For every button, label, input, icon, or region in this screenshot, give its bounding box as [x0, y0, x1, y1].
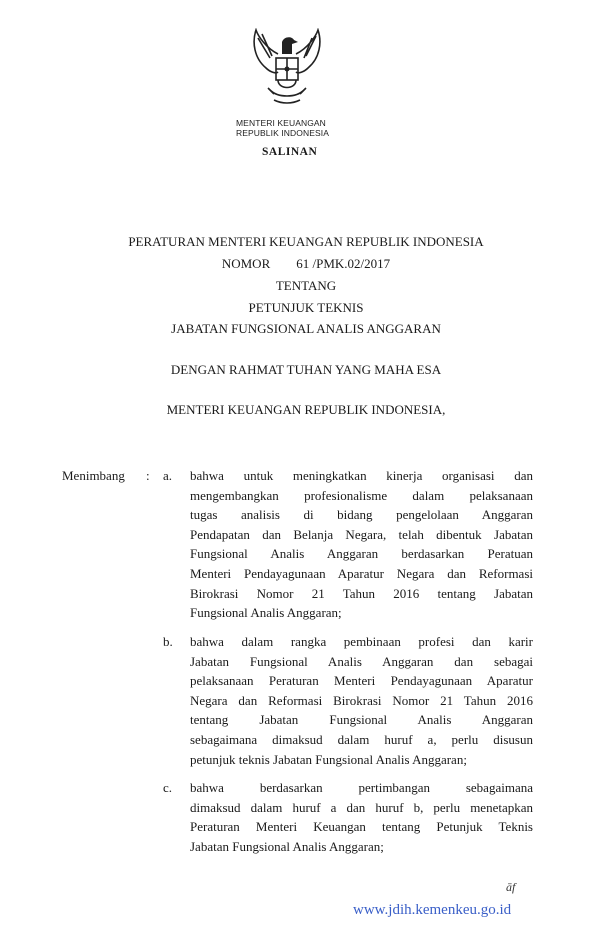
text-line: Jabatan Fungsional Analis Anggaran dan sebagai [190, 653, 533, 669]
text-line: petunjuk teknis Jabatan Fungsional Analis Anggaran; [190, 751, 467, 767]
considering-label: Menimbang [62, 468, 125, 483]
text-line: pelaksanaan Peraturan Menteri Pendayagunaan Aparatur [190, 673, 533, 689]
jdih-link[interactable]: www.jdih.kemenkeu.go.id [353, 902, 512, 918]
ministry-letterhead [236, 118, 386, 138]
authority: MENTERI KEUANGAN REPUBLIK INDONESIA, [166, 402, 446, 417]
item-text [190, 466, 533, 623]
initial-mark: āf [506, 880, 516, 894]
text-line: tentang Jabatan Fungsional Analis Anggaran [190, 712, 533, 728]
considering-colon: : [146, 468, 150, 483]
item-marker: b. [163, 634, 173, 649]
subject-line-1: PETUNJUK TEKNIS [248, 300, 364, 315]
number-value: 61 /PMK.02/2017 [296, 256, 391, 271]
text-line: Fungsional Analis Anggaran berdasarkan Peratuan [190, 546, 533, 562]
ministry-country: REPUBLIK INDONESIA [236, 128, 329, 138]
copy-mark: SALINAN [262, 146, 318, 158]
text-line: Fungsional Analis Anggaran; [190, 605, 342, 621]
garuda-emblem-icon [248, 28, 326, 110]
text-line: mengembangkan profesionalisme dalam pelaksanaan [190, 487, 533, 503]
text-line: Menteri Pendayagunaan Aparatur Negara dan Reformasi [190, 565, 533, 581]
text-line: dimaksud dalam huruf a dan huruf b, perlu menetapkan [190, 799, 533, 815]
text-line: Jabatan Fungsional Analis Anggaran; [190, 838, 384, 854]
text-line: Pendapatan dan Belanja Negara, telah dibentuk Jabatan [190, 526, 533, 542]
text-line: Negara dan Reformasi Birokrasi Nomor 21 Tahun 2016 [190, 692, 533, 708]
text-line: Peraturan Menteri Keuangan tentang Petunjuk Teknis [190, 819, 533, 835]
text-line: bahwa berdasarkan pertimbangan sebagaimana [190, 780, 533, 795]
text-line: tugas analisis di bidang pengelolaan Anggaran [190, 507, 533, 523]
invocation: DENGAN RAHMAT TUHAN YANG MAHA ESA [170, 362, 442, 377]
text-line: bahwa dalam rangka pembinaan profesi dan karir [190, 634, 533, 649]
text-line: sebagaimana dimaksud dalam huruf a, perlu disusun [190, 731, 533, 747]
tentang-label: TENTANG [275, 278, 337, 293]
item-marker: c. [163, 780, 173, 795]
ministry-name: MENTERI KEUANGAN [236, 118, 326, 128]
text-line: Birokrasi Nomor 21 Tahun 2016 tentang Jabatan [190, 585, 533, 601]
text-line: bahwa untuk meningkatkan kinerja organisasi dan [190, 468, 533, 483]
regulation-title: PERATURAN MENTERI KEUANGAN REPUBLIK INDONESIA [128, 234, 484, 249]
regulation-number [0, 256, 612, 272]
item-text [190, 778, 533, 856]
number-label: NOMOR [221, 256, 271, 271]
subject-line-2: JABATAN FUNGSIONAL ANALIS ANGGARAN [171, 321, 441, 336]
item-text [190, 632, 533, 769]
item-marker: a. [163, 468, 173, 483]
